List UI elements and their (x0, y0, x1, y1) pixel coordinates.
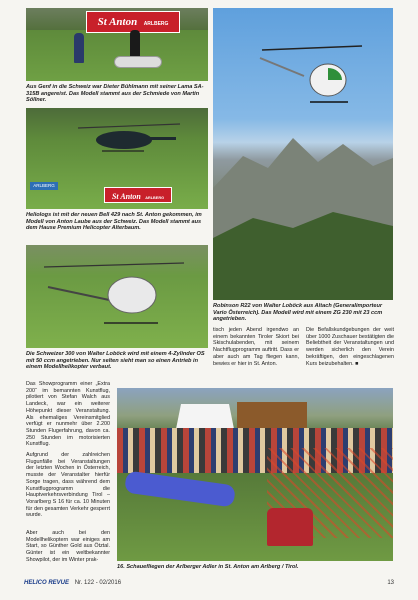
sign-brand: St Anton (97, 16, 138, 28)
text-left-p2: Aufgrund der zahlreichen Flugunfälle bei Veranstaltungen der letzten Wochen in Österreich, musste der Veranstalter hierfür Sorge tragen, dass während dem Kunstflugprogramm die Hauptverkehrsverbindung Tirol – Vorarlberg S 16 für ca. 10 Minuten für den gesamten Verkehr gesperrt wurde. (26, 452, 110, 519)
arlberg-banner (30, 182, 58, 190)
text-mid-col2: Die Befallskundgebungen der weit über 1000 Zuschauer bestätigten die Beliebtheit der Veranstaltungen und werden sicherlich den Verein bekräftigen, den eingeschlagenen Kurs beizubehalten. ■ (306, 327, 394, 367)
text-left-p3: Aber auch bei den Modellhelikoptern war einiges am Start, so Günther Gold aus Ötztal. Günter ist ein weltbekannter Showpilot, der im Winter prak- (26, 530, 110, 563)
photo-schweizer (26, 245, 208, 348)
page-number: 13 (387, 580, 394, 586)
caption-bell: Heliologs ist mit der neuen Bell 429 nach St. Anton gekommen, im Modell von Anton Laube aus der Schweiz. Das Modell stammt aus dem Hause Premium Helicopter Alterbaum. (26, 212, 202, 232)
schweizer-helicopter (34, 259, 194, 339)
photo-lama (26, 8, 208, 81)
sign-sub: ARLBERG (145, 196, 165, 200)
text-mid-col1: tisch jeden Abend irgendwo an einem bekannten Tiroler Skiort bei Skischulabenden, mit seinem Nachtflugprogramm auftritt. Dass er aber auch am Tag fliegen kann, bewies er hier in St. Anton. (213, 327, 299, 367)
sponsor-sign (104, 187, 172, 203)
caption-robinson: Robinson R22 von Walter Loböck aus Altach (Generalimporteur Vario Österreich). Das Modell wird mit einem ZG 230 mit 23 ccm angetrieben. (213, 303, 383, 323)
bell-helicopter (74, 118, 184, 158)
lama-model (114, 56, 162, 68)
photo-robinson (213, 8, 393, 300)
caption-schweizer: Die Schweizer 300 von Walter Loböck wird mit einem 4-Zylinder OS mit 50 ccm angetrieben. Nur selten sieht man so einen Antrieb in einem Modellhelikopter verbaut. (26, 351, 205, 371)
banner-label: ARLBERG (33, 183, 55, 188)
caption-lama: Aus Genf in die Schweiz war Dieter Bühlmann mit seiner Lama SA-315B angereist. Das Modell stammt aus der Schmiede von Martin Söllner. (26, 84, 204, 104)
photo-bell (26, 108, 208, 209)
sign-sub: ARLBERG (143, 21, 169, 27)
issue-number: Nr. 122 - 02/2016 (74, 580, 122, 586)
mountain-ridge (213, 128, 393, 300)
sign-brand: St Anton (111, 192, 141, 201)
magazine-name: HELICO REVUE (24, 580, 70, 586)
robinson-helicopter (258, 36, 368, 116)
chair (267, 508, 313, 546)
person-left (74, 33, 84, 63)
end-mark: ■ (353, 360, 359, 367)
text-left-p1: Das Showprogramm einer „Extra 200“ im bemannten Kunstflug, pilotiert von Stefan Walch aus Landeck, war ein weiterer Höhepunkt dieser Veranstaltung. Als ehemaliges Vereinsmitglied verfügt er nunmehr über 2.200 Stunden Flugerfahrung, davon ca. 250 Stunden im motorisierten Kunstflug. (26, 381, 110, 448)
photo-adler (117, 388, 393, 561)
caption-adler: 16. Schauefliegen der Arlberger Adler in St. Anton am Arlberg / Tirol. (117, 564, 299, 570)
plane-model (124, 470, 236, 507)
page-footer (24, 580, 394, 592)
